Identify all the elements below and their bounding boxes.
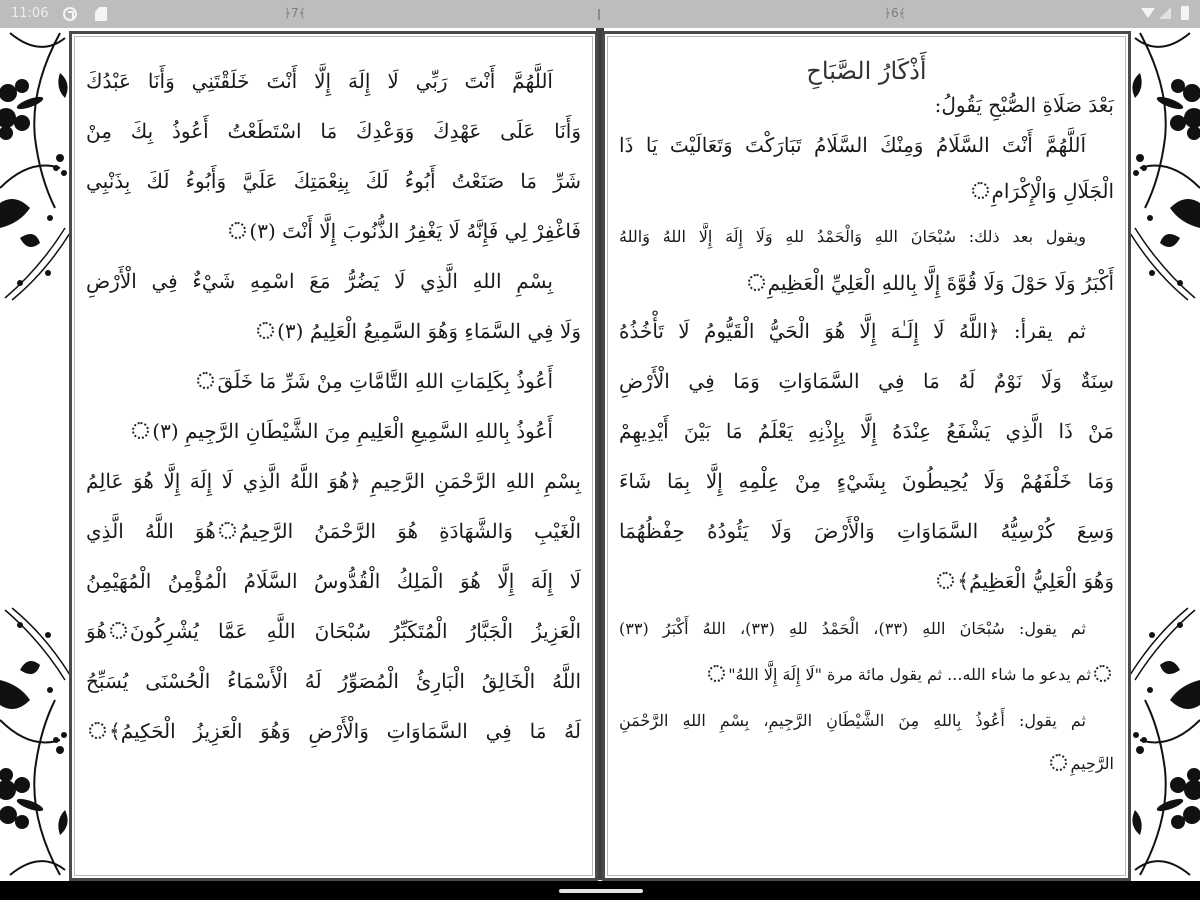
floral-ornament-icon (0, 605, 70, 880)
wifi-icon (1141, 8, 1155, 18)
battery-icon (1181, 6, 1189, 20)
verse-marker-icon (110, 622, 127, 639)
verse-marker-icon (1094, 665, 1111, 682)
floral-ornament-icon (0, 28, 70, 303)
floral-ornament-icon (1130, 28, 1200, 303)
text-line: الْعَزِيزُ الْجَبَّارُ الْمُتَكَبِّرُ سُبْحَانَ اللَّهِ عَمَّا يُشْرِكُونَهُوَ (86, 619, 581, 643)
verse-marker-icon (1050, 754, 1067, 771)
right-page-number: ﴿6﴾ (884, 6, 906, 20)
verse-marker-icon (197, 372, 214, 389)
text-line: ثم يقول: أَعُوذُ بِاللهِ مِنَ الشَّيْطَانِ الرَّجِيمِ، بِسْمِ اللهِ الرَّحْمَنِ (619, 711, 1086, 730)
text-line: ثم يدعو ما شاء الله... ثم يقول مائة مرة "لَا إِلَهَ إِلَّا اللهُ" (615, 652, 1118, 698)
text-line: الرَّحِيمِ (615, 744, 1118, 784)
right-page[interactable] (602, 31, 1131, 881)
verse-marker-icon (132, 422, 149, 439)
navigation-bar (0, 881, 1200, 900)
verse-marker-icon (89, 722, 106, 739)
text-line: اَللَّهُمَّ أَنْتَ السَّلَامُ وَمِنْكَ السَّلَامُ تَبَارَكْتَ وَتَعَالَيْتَ يَا ذَا (619, 133, 1086, 157)
text-line: وَسِعَ كُرْسِيُّهُ السَّمَاوَاتِ وَالْأَرْضَ وَلَا يَئُودُهُ حِفْظُهُمَا (619, 519, 1114, 543)
text-line: فَاغْفِرْ لِي فَإِنَّهُ لَا يَغْفِرُ الذُّنُوبَ إِلَّا أَنْتَ (٣) (82, 206, 585, 256)
text-line: لَا إِلَهَ إِلَّا هُوَ الْمَلِكُ الْقُدُّوسُ السَّلَامُ الْمُؤْمِنُ الْمُهَيْمِنُ (86, 569, 581, 593)
text-line: وَلَا فِي السَّمَاءِ وَهُوَ السَّمِيعُ الْعَلِيمُ (٣) (82, 306, 585, 356)
text-line: أَعُوذُ بِاللهِ السَّمِيعِ الْعَلِيمِ مِنَ الشَّيْطَانِ الرَّجِيمِ (٣) (82, 406, 585, 456)
text-line: ثم يقول: سُبْحَانَ اللهِ (٣٣)، الْحَمْدُ للهِ (٣٣)، اللهُ أَكْبَرُ (٣٣) (619, 619, 1087, 638)
verse-marker-icon (748, 274, 765, 291)
text-line: بِسْمِ اللهِ الَّذِي لَا يَضُرُّ مَعَ اسْمِهِ شَيْءٌ فِي الْأَرْضِ (86, 269, 553, 293)
text-line: أَكْبَرُ وَلَا حَوْلَ وَلَا قُوَّةَ إِلَّا بِاللهِ الْعَلِيِّ الْعَظِيمِ (615, 260, 1118, 306)
text-line: ويقول بعد ذلك: سُبْحَانَ اللهِ وَالْحَمْدُ للهِ وَلَا إِلَهَ إِلَّا اللهُ وَاللهُ (619, 227, 1086, 246)
spine-indicator (598, 9, 600, 20)
left-page-number: ﴿7﴾ (284, 6, 306, 20)
page-subtitle: بَعْدَ صَلَاةِ الصُّبْحِ يَقُولُ: (934, 93, 1114, 117)
text-line: سِنَةٌ وَلَا نَوْمٌ لَهُ مَا فِي السَّمَاوَاتِ وَمَا فِي الْأَرْضِ (619, 369, 1114, 393)
status-bar (0, 0, 1200, 28)
text-line: اللَّهُ الْخَالِقُ الْبَارِئُ الْمُصَوِّرُ لَهُ الْأَسْمَاءُ الْحُسْنَى يُسَبِّحُ (86, 669, 581, 693)
text-line: اَللَّهُمَّ أَنْتَ رَبِّي لَا إِلَهَ إِلَّا أَنْتَ خَلَقْتَنِي وَأَنَا عَبْدُكَ (86, 69, 553, 93)
text-line: مَنْ ذَا الَّذِي يَشْفَعُ عِنْدَهُ إِلَّا بِإِذْنِهِ يَعْلَمُ مَا بَيْنَ أَيْدِيهِمْ (619, 419, 1114, 443)
floral-ornament-icon (1130, 605, 1200, 880)
notification-icon (63, 7, 77, 21)
text-line: وَأَنَا عَلَى عَهْدِكَ وَوَعْدِكَ مَا اسْتَطَعْتُ أَعُوذُ بِكَ مِنْ (86, 119, 581, 143)
text-line: ثم يقرأ: ﴿اللَّهُ لَا إِلَـٰهَ إِلَّا هُوَ الْحَيُّ الْقَيُّومُ لَا تَأْخُذُهُ (619, 319, 1087, 343)
verse-marker-icon (708, 665, 725, 682)
text-line: وَمَا خَلْفَهُمْ وَلَا يُحِيطُونَ بِشَيْءٍ مِنْ عِلْمِهِ إِلَّا بِمَا شَاءَ (619, 469, 1115, 493)
text-line: الْغَيْبِ وَالشَّهَادَةِ هُوَ الرَّحْمَنُ الرَّحِيمُهُوَ اللَّهُ الَّذِي (86, 519, 582, 543)
verse-marker-icon (219, 522, 236, 539)
text-line: وَهُوَ الْعَلِيُّ الْعَظِيمُ﴾ (615, 556, 1118, 606)
text-line: بِسْمِ اللهِ الرَّحْمَنِ الرَّحِيمِ ﴿هُوَ اللَّهُ الَّذِي لَا إِلَهَ إِلَّا هُوَ عَالِمُ (86, 469, 581, 493)
sd-card-icon (95, 7, 107, 21)
home-gesture-handle[interactable] (559, 889, 643, 893)
text-line: أَعُوذُ بِكَلِمَاتِ اللهِ التَّامَّاتِ مِنْ شَرِّ مَا خَلَقَ (82, 356, 585, 406)
verse-marker-icon (937, 572, 954, 589)
left-page[interactable] (69, 31, 598, 881)
text-line: الْجَلَالِ وَالْإِكْرَامِ (615, 168, 1118, 214)
verse-marker-icon (257, 322, 274, 339)
page-title: أَذْكَارُ الصَّبَاحِ (806, 57, 927, 85)
cell-signal-icon (1159, 7, 1171, 19)
text-line: لَهُ مَا فِي السَّمَاوَاتِ وَالْأَرْضِ وَهُوَ الْعَزِيزُ الْحَكِيمُ﴾ (82, 706, 585, 756)
text-line: شَرِّ مَا صَنَعْتُ أَبُوءُ لَكَ بِنِعْمَتِكَ عَلَيَّ وَأَبُوءُ لَكَ بِذَنْبِي (86, 169, 581, 193)
clock: 11:06 (11, 6, 49, 21)
verse-marker-icon (229, 222, 246, 239)
verse-marker-icon (972, 182, 989, 199)
